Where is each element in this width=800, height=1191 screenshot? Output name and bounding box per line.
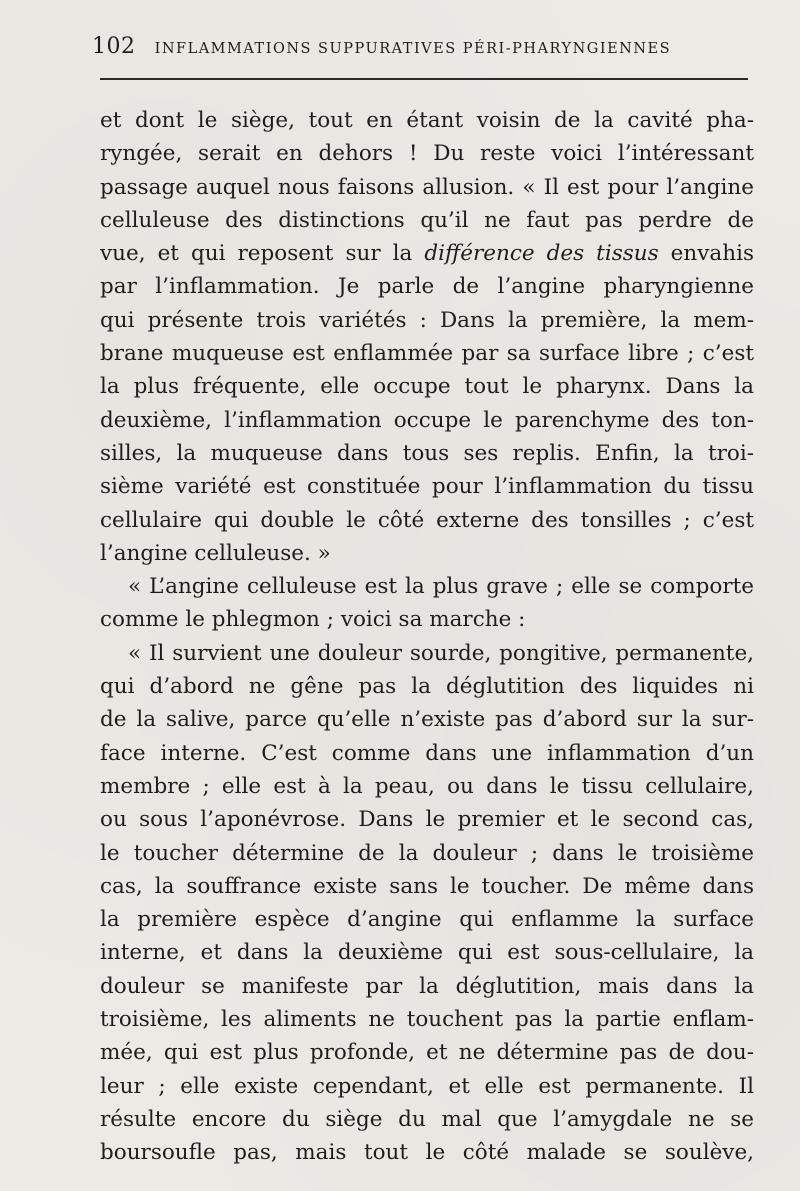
body-text: [100, 104, 754, 1170]
text-line: mée, qui est plus profonde, et ne détermine pas de dou-: [100, 1040, 754, 1066]
text-line: cas, la souffrance existe sans le toucher. De même dans: [100, 873, 754, 899]
text-line: « L’angine celluleuse est la plus grave ; elle se comporte: [128, 574, 754, 600]
text-line: cellulaire qui double le côté externe des tonsilles ; c’est: [100, 507, 754, 533]
text-line: résulte encore du siège du mal que l’amygdale ne se: [100, 1106, 754, 1132]
text-line: comme le phlegmon ; voici sa marche :: [100, 607, 526, 633]
text-line: « Il survient une douleur sourde, pongitive, permanente,: [128, 640, 754, 666]
text-line: par l’inflammation. Je parle de l’angine pharyngienne: [100, 274, 754, 300]
page-number: 102: [92, 34, 136, 59]
text-line: et dont le siège, tout en étant voisin de la cavité pha-: [100, 108, 754, 133]
text-line: brane muqueuse est enflammée par sa surface libre ; c’est: [100, 341, 754, 367]
text-line: boursoufle pas, mais tout le côté malade se soulève,: [100, 1140, 754, 1166]
text-line: qui présente trois variétés : Dans la première, la mem-: [100, 307, 754, 333]
italic-phrase: différence des tissus: [424, 241, 659, 267]
text-line: troisième, les aliments ne touchent pas la partie enflam-: [100, 1007, 754, 1033]
text-line: la première espèce d’angine qui enflamme la surface: [100, 907, 754, 933]
running-title: INFLAMMATIONS SUPPURATIVES PÉRI-PHARYNGIENNES: [154, 41, 672, 57]
text-line: membre ; elle est à la peau, ou dans le tissu cellulaire,: [100, 773, 754, 799]
text-line: de la salive, parce qu’elle n’existe pas d’abord sur la sur-: [100, 707, 754, 733]
text-line: ryngée, serait en dehors ! Du reste voici l’intéressant: [100, 141, 754, 167]
text-line: le toucher détermine de la douleur ; dans le troisième: [100, 840, 754, 866]
text-line: la plus fréquente, elle occupe tout le pharynx. Dans la: [100, 374, 754, 400]
text-line: leur ; elle existe cependant, et elle est permanente. Il: [100, 1073, 754, 1099]
text-segment: envahis: [658, 241, 754, 267]
text-line: silles, la muqueuse dans tous ses replis. Enfin, la troi-: [100, 440, 754, 466]
running-head: [92, 34, 752, 64]
text-segment: vue, et qui reposent sur la: [100, 241, 425, 267]
text-line: face interne. C’est comme dans une inflammation d’un: [100, 740, 754, 766]
text-line: sième variété est constituée pour l’inflammation du tissu: [100, 474, 754, 500]
text-line: qui d’abord ne gêne pas la déglutition des liquides ni: [100, 674, 754, 700]
text-line: l’angine celluleuse. »: [100, 540, 331, 566]
header-rule: [100, 78, 748, 80]
text-line: ou sous l’aponévrose. Dans le premier et le second cas,: [100, 807, 754, 833]
text-line: celluleuse des distinctions qu’il ne faut pas perdre de: [100, 207, 754, 233]
text-line: douleur se manifeste par la déglutition, mais dans la: [100, 973, 754, 999]
text-line: interne, et dans la deuxième qui est sous-cellulaire, la: [100, 940, 754, 966]
text-line: deuxième, l’inflammation occupe le parenchyme des ton-: [100, 407, 754, 433]
text-line: [100, 237, 754, 270]
text-line: passage auquel nous faisons allusion. « Il est pour l’angine: [100, 174, 754, 200]
